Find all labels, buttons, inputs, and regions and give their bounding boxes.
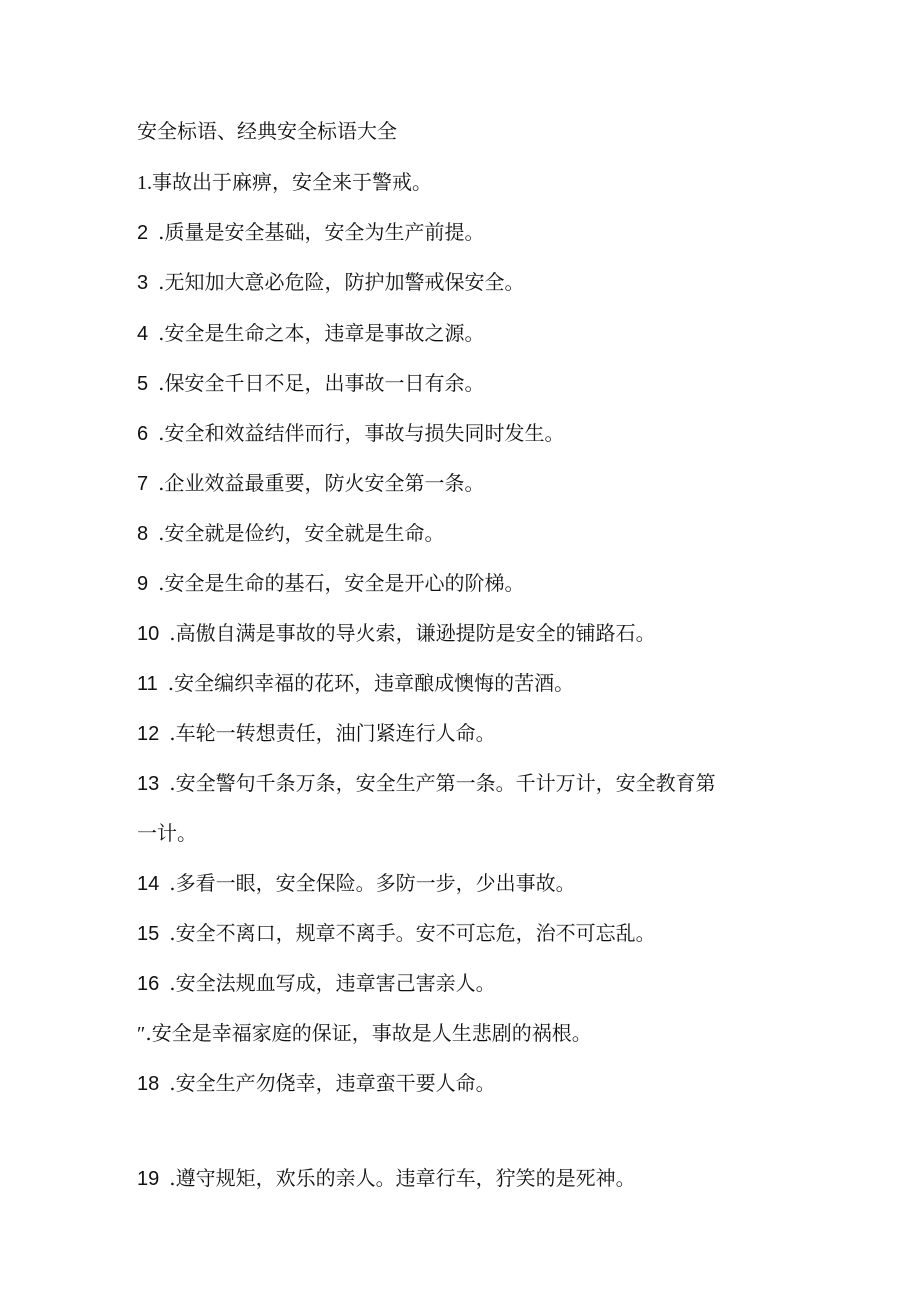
slogan-number: 12 xyxy=(137,723,160,745)
slogan-number: 1. xyxy=(137,172,152,194)
slogan-text: 一计。 xyxy=(137,821,197,845)
slogan-number: 13 xyxy=(137,773,160,795)
slogan-number: 11 xyxy=(137,673,158,695)
slogan-line-2 xyxy=(137,217,484,248)
slogan-number: 19 xyxy=(137,1168,160,1190)
slogan-number: 14 xyxy=(137,873,160,895)
slogan-text: .保安全千日不足，出事故一日有余。 xyxy=(158,371,485,395)
slogan-text: .安全编织幸福的花环，违章酿成懊悔的苦酒。 xyxy=(167,671,575,695)
slogan-number: ″ xyxy=(137,1023,146,1045)
slogan-line-4 xyxy=(137,318,484,349)
slogan-text: .安全就是俭约，安全就是生命。 xyxy=(158,521,445,545)
slogan-number: 2 xyxy=(137,222,149,244)
slogan-text: .多看一眼，安全保险。多防一步，少出事故。 xyxy=(169,871,576,895)
slogan-number: 9 xyxy=(137,573,149,595)
slogan-line-13 xyxy=(137,768,716,799)
slogan-number: 18 xyxy=(137,1073,160,1095)
slogan-text: .安全是生命的基石，安全是开心的阶梯。 xyxy=(158,571,525,595)
slogan-text: .企业效益最重要，防火安全第一条。 xyxy=(158,471,485,495)
slogan-number: 5 xyxy=(137,373,149,395)
slogan-text: .质量是安全基础，安全为生产前提。 xyxy=(158,220,485,244)
slogan-line-15 xyxy=(137,918,656,949)
slogan-line-6 xyxy=(137,418,564,449)
slogan-text: .安全和效益结伴而行，事故与损失同时发生。 xyxy=(158,421,565,445)
slogan-text: .高傲自满是事故的导火索，谦逊提防是安全的铺路石。 xyxy=(169,621,656,645)
slogan-line-3 xyxy=(137,267,524,298)
slogan-text: .安全生产勿侥幸，违章蛮干要人命。 xyxy=(169,1071,496,1095)
slogan-line-18 xyxy=(137,1068,496,1099)
slogan-text: .安全法规血写成，违章害己害亲人。 xyxy=(169,971,496,995)
slogan-text: .遵守规矩，欢乐的亲人。违章行车，狞笑的是死神。 xyxy=(169,1166,636,1190)
slogan-line-19 xyxy=(137,1163,636,1194)
slogan-text: 事故出于麻痹，安全来于警戒。 xyxy=(152,170,432,194)
slogan-line-12 xyxy=(137,718,496,749)
slogan-text: .安全不离口，规章不离手。安不可忘危，治不可忘乱。 xyxy=(169,921,656,945)
slogan-line-10 xyxy=(137,618,656,649)
slogan-number: 6 xyxy=(137,423,149,445)
slogan-text: .无知加大意必危险，防护加警戒保安全。 xyxy=(158,270,525,294)
slogan-number: 8 xyxy=(137,523,149,545)
slogan-line-7 xyxy=(137,468,484,499)
slogan-line-13-continued xyxy=(137,818,197,848)
slogan-line-9 xyxy=(137,568,524,599)
slogan-line-17 xyxy=(137,1018,592,1049)
slogan-line-11 xyxy=(137,668,574,699)
slogan-line-14 xyxy=(137,868,576,899)
slogan-line-1 xyxy=(137,167,432,198)
slogan-number: 4 xyxy=(137,323,149,345)
document-title: 安全标语、经典安全标语大全 xyxy=(137,119,397,143)
slogan-text: .安全是生命之本，违章是事故之源。 xyxy=(158,321,485,345)
slogan-number: 15 xyxy=(137,923,160,945)
slogan-line-8 xyxy=(137,518,444,549)
slogan-number: 16 xyxy=(137,973,160,995)
slogan-text: .安全是幸福家庭的保证，事故是人生悲剧的祸根。 xyxy=(145,1021,592,1045)
slogan-text: .车轮一转想责任，油门紧连行人命。 xyxy=(169,721,496,745)
slogan-number: 10 xyxy=(137,623,160,645)
slogan-text: .安全警句千条万条，安全生产第一条。千计万计，安全教育第 xyxy=(169,771,716,795)
slogan-number: 7 xyxy=(137,473,149,495)
slogan-number: 3 xyxy=(137,272,149,294)
slogan-line-16 xyxy=(137,968,496,999)
slogan-line-5 xyxy=(137,368,484,399)
